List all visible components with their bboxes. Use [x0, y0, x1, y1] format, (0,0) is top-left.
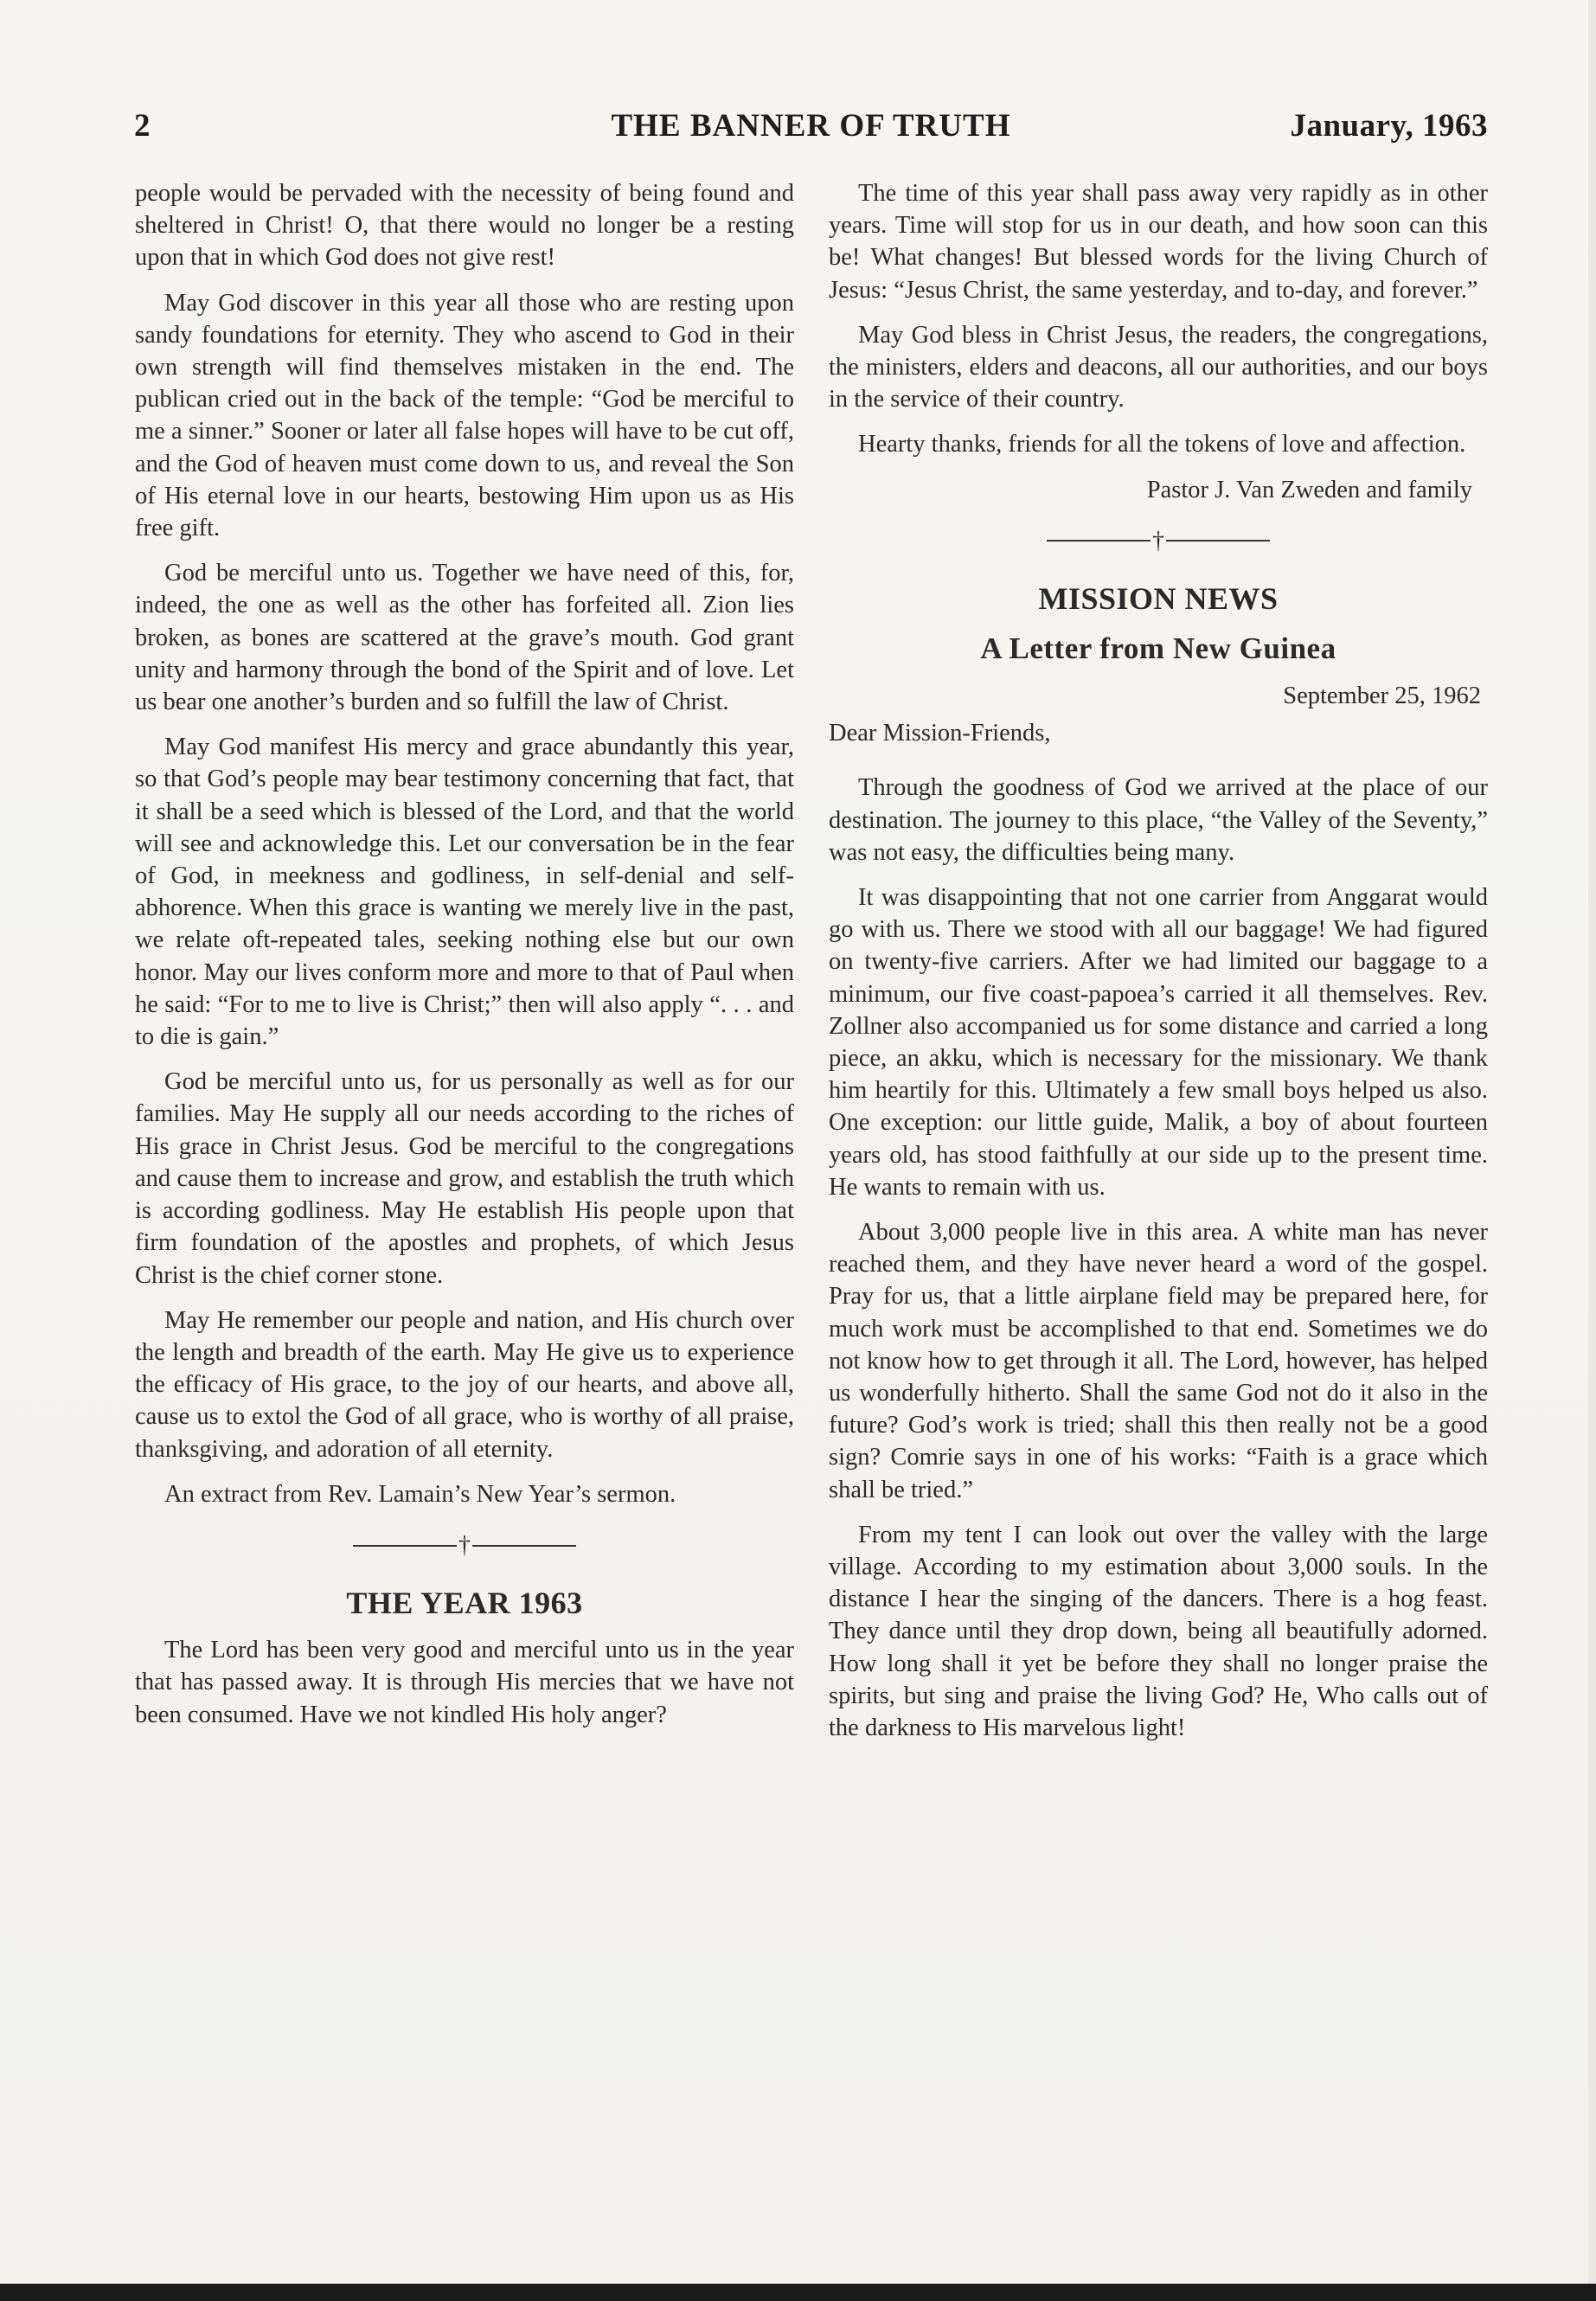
- paragraph: May God discover in this year all those who are resting upon sandy foundations for eternity. They who ascend to God in their own strength will find themselves mistaken in the end. The publican cried out in the back of the temple: “God be merciful to me a sinner.” Sooner or later all false hopes will have to be cut off, and the God of heaven must come down to us, and reveal the Son of His eternal love in our hearts, bestowing Him upon us as His free gift.: [135, 289, 794, 542]
- page-header: [134, 107, 1488, 151]
- signature: Pastor J. Van Zweden and family: [1146, 476, 1472, 503]
- paragraph: May He remember our people and nation, and His church over the length and breadth of the earth. May He give us to experience the efficacy of His grace, to the joy of our hearts, and above all, cause us to extol the God of all grace, who is worthy of all praise, thanksgiving, and adoration of all eternity.: [135, 1306, 794, 1463]
- letter-paragraph: From my tent I can look out over the valley with the large village. According to my estimation about 3,000 souls. In the distance I hear the singing of the dancers. There is a hog feast. They dance until they drop down, being all beautifully adorned. How long shall it yet be before they shall no longer praise the spirits, but sing and praise the living God? He, Who calls out of the darkness to His marvelous light!: [829, 1521, 1488, 1742]
- cross-icon: †: [1152, 527, 1164, 554]
- paragraph: May God bless in Christ Jesus, the readers, the congregations, the ministers, elders and deacons, all our authorities, and our boys in the service of their country.: [829, 321, 1488, 413]
- scan-border: [0, 2284, 1596, 2301]
- paragraph: May God manifest His mercy and grace abundantly this year, so that God’s people may bear testimony concerning that fact, that it shall be a seed which is blessed of the Lord, and that the world will see and acknowledge this. Let our conversation be in the fear of God, in meekness and godliness, in self-denial and self-abhorence. When this grace is wanting we merely live in the past, we relate oft-repeated tales, seeking nothing else but our own honor. May our lives conform more and more to that of Paul when he said: “For to me to live is Christ;” then will also apply “. . . and to die is gain.”: [135, 734, 794, 1051]
- divider-line: [1047, 540, 1151, 542]
- paragraph: The time of this year shall pass away very rapidly as in other years. Time will stop for us in our death, and how soon can this be! What changes! But blessed words for the living Church of Jesus: “Jesus Christ, the same yesterday, and to-day, and forever.”: [829, 180, 1488, 304]
- paragraph: God be merciful unto us. Together we have need of this, for, indeed, the one as well as the other has forfeited all. Zion lies broken, as bones are scattered at the grave’s mouth. God grant unity and harmony through the bond of the Spirit and of love. Let us bear one another’s burden and so fulfill the law of Christ.: [135, 560, 794, 716]
- paragraph: God be merciful unto us, for us personally as well as for our families. May He supply all our needs according to the riches of His grace in Christ Jesus. God be merciful to the congregations and cause them to increase and grow, and establish the truth which is according godliness. May He establish His people upon that firm foundation of the apostles and prophets, of which Jesus Christ is the chief corner stone.: [135, 1068, 794, 1289]
- section-heading: MISSION NEWS: [1038, 581, 1279, 616]
- section-subheading: A Letter from New Guinea: [980, 631, 1336, 665]
- section-divider: [829, 523, 1488, 557]
- letter-date: September 25, 1962: [1283, 683, 1481, 709]
- letter-paragraph: It was disappointing that not one carrier from Anggarat would go with us. There we stood with all our baggage! We had figured on twenty-five carriers. After we had limited our baggage to a minimum, our five coast-papoea’s carried it all themselves. Rev. Zollner also accompanied us for some distance and carried a long piece, an akku, which is necessary for the missionary. We thank him heartily for this. Ultimately a few small boys helped us also. One exception: our little guide, Malik, a boy of about fourteen years old, has stood faithfully at our side up to the present time. He wants to remain with us.: [829, 884, 1488, 1201]
- paragraph: Hearty thanks, friends for all the tokens of love and affection.: [858, 431, 1466, 458]
- paragraph: people would be pervaded with the necessity of being found and sheltered in Christ! O, that there would no longer be a resting upon that in which God does not give rest!: [135, 180, 794, 272]
- page-edge: [1588, 0, 1596, 2301]
- section-divider: [135, 1528, 794, 1561]
- cross-icon: †: [458, 1531, 471, 1559]
- section-heading: THE YEAR 1963: [346, 1586, 583, 1621]
- letter-paragraph: About 3,000 people live in this area. A white man has never reached them, and they have never heard a word of the gospel. Pray for us, that a little airplane field may be prepared here, for much work must be accomplished to that end. Sometimes we do not know how to get through it all. The Lord, however, has helped us wonderfully hitherto. Shall the same God not do it also in the future? God’s work is tried; shall this then really not be a good sign? Comrie says in one of his works: “Faith is a grace which shall be tried.”: [829, 1219, 1488, 1503]
- letter-paragraph: Through the goodness of God we arrived at the place of our destination. The journey to this place, “the Valley of the Seventy,” was not easy, the difficulties being many.: [829, 774, 1488, 866]
- left-column: [135, 177, 794, 1744]
- right-column: [829, 177, 1488, 1757]
- paragraph: The Lord has been very good and merciful unto us in the year that has passed away. It is through His mercies that we have not been consumed. Have we not kindled His holy anger?: [135, 1637, 794, 1728]
- divider-line: [1166, 540, 1270, 542]
- paragraph: An extract from Rev. Lamain’s New Year’s sermon.: [164, 1480, 676, 1508]
- divider-line: [353, 1545, 457, 1547]
- issue-date: January, 1963: [1290, 108, 1488, 144]
- page-number: 2: [134, 108, 151, 144]
- publication-title: THE BANNER OF TRUTH: [611, 108, 1011, 144]
- divider-line: [472, 1545, 576, 1547]
- letter-salutation: Dear Mission-Friends,: [829, 720, 1051, 747]
